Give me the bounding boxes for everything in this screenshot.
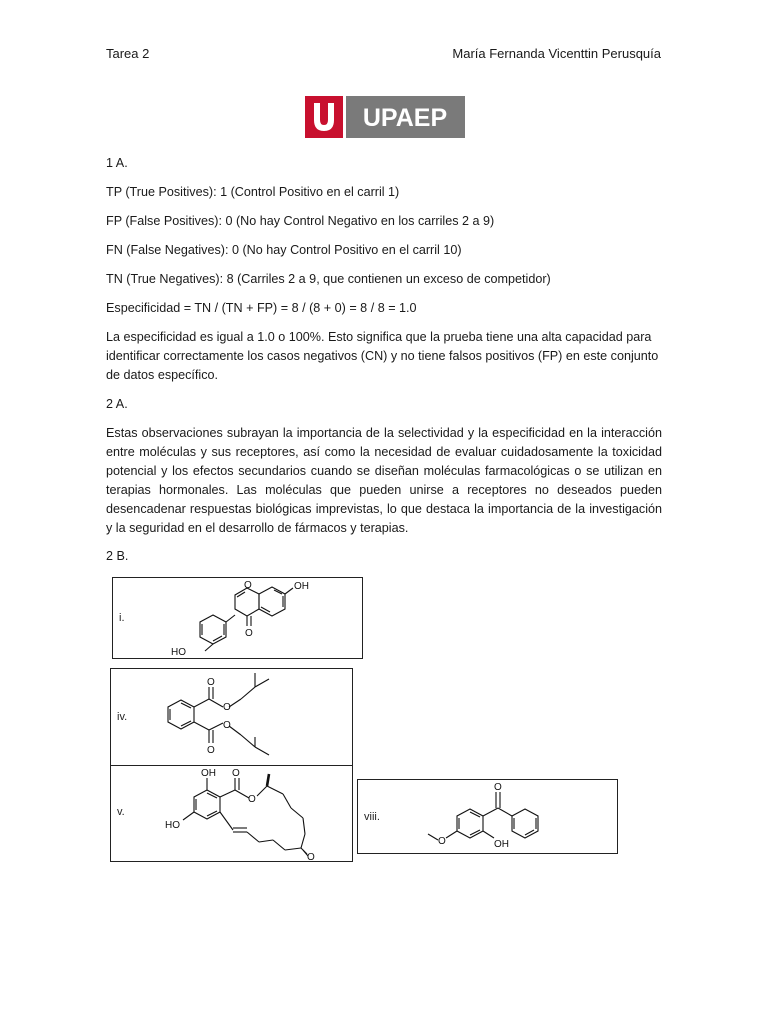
phenol-ring [200,615,226,644]
structure-i-box [112,577,363,659]
structure-i-drawing [113,578,362,658]
hydroxyl-top-label: OH [294,581,309,592]
ester-oxygen-4: O [207,745,215,756]
specificity-conclusion: La especificidad es igual a 1.0 o 100%. Esto significa que la prueba tiene una alta capacidad para identificar correctamente los casos negativos (CN) y no tiene falsos positivos (FP) en este conjunto de datos específico. [106,330,659,382]
resorcylic-ring [194,790,220,819]
section-1a-title: 1 A. [106,156,128,170]
phenyl-ring [512,809,538,838]
structure-v-label: v. [117,806,125,818]
ester-oxygen-2: O [223,702,231,713]
structure-iv-box [110,668,353,766]
structure-i-label: i. [119,612,125,624]
carbonyl-oxygen-label: O [494,782,502,793]
false-negatives-line: FN (False Negatives): 0 (No hay Control Positivo en el carril 10) [106,243,462,257]
lactone-oxygen-label: O [248,794,256,805]
structure-v-box [110,765,353,862]
ester-oxygen-1: O [207,677,215,688]
upaep-logo [305,96,465,138]
specificity-formula: Especificidad = TN / (TN + FP) = 8 / (8 + 0) = 8 / 8 = 1.0 [106,301,417,315]
benzo-ring [259,587,285,616]
methoxy-oxygen-label: O [438,836,446,847]
ring-oxygen-label: O [244,580,252,591]
false-positives-line: FP (False Positives): 0 (No hay Control Negativo en los carriles 2 a 9) [106,214,495,228]
section-2b-title: 2 B. [106,549,129,563]
phenol-hydroxyl-label: OH [201,768,216,779]
hydroxyl-ho-label: HO [165,820,180,831]
logo-mark-bg [305,96,343,138]
ester-oxygen-3: O [223,720,231,731]
header-author: María Fernanda Vicenttin Perusquía [452,46,661,61]
structure-iv-label: iv. [117,711,128,723]
lactone-carbonyl-label: O [232,768,240,779]
structure-viii-box [357,779,618,854]
ketone-oxygen-label: O [245,628,253,639]
structure-v-drawing [111,766,352,861]
section-2a-paragraph: Estas observaciones subrayan la importancia de la selectividad y la especificidad en la interacción entre moléculas y sus receptores, así como la necesidad de evaluar cuidadosamente la toxicidad potencial y los efectos secundarios cuando se diseñan moléculas farmacológicas o se utilizan en terapias hormonales. Las moléculas que pueden unirse a receptores no deseados pueden desencadenar respuestas biológicas imprevistas, lo que destaca la importancia de la investigación y la seguridad en el desarrollo de fármacos y terapias. [106,426,662,535]
structure-iv-drawing [111,669,352,765]
hydroxyl-label: OH [494,839,509,850]
true-negatives-line: TN (True Negatives): 8 (Carriles 2 a 9, que contienen un exceso de competidor) [106,272,551,286]
methoxy-ring [457,809,483,838]
section-2a-title: 2 A. [106,397,128,411]
ketone-oxygen-label: O [307,852,315,861]
structure-viii-drawing [358,780,617,853]
header-left: Tarea 2 [106,46,150,61]
structure-viii-label: viii. [364,811,380,823]
pyranone-ring [235,588,259,616]
true-positives-line: TP (True Positives): 1 (Control Positivo en el carril 1) [106,185,400,199]
hydroxyl-bottom-label: HO [171,647,186,658]
phthalate-ring [168,700,194,729]
logo-text: UPAEP [362,104,448,132]
